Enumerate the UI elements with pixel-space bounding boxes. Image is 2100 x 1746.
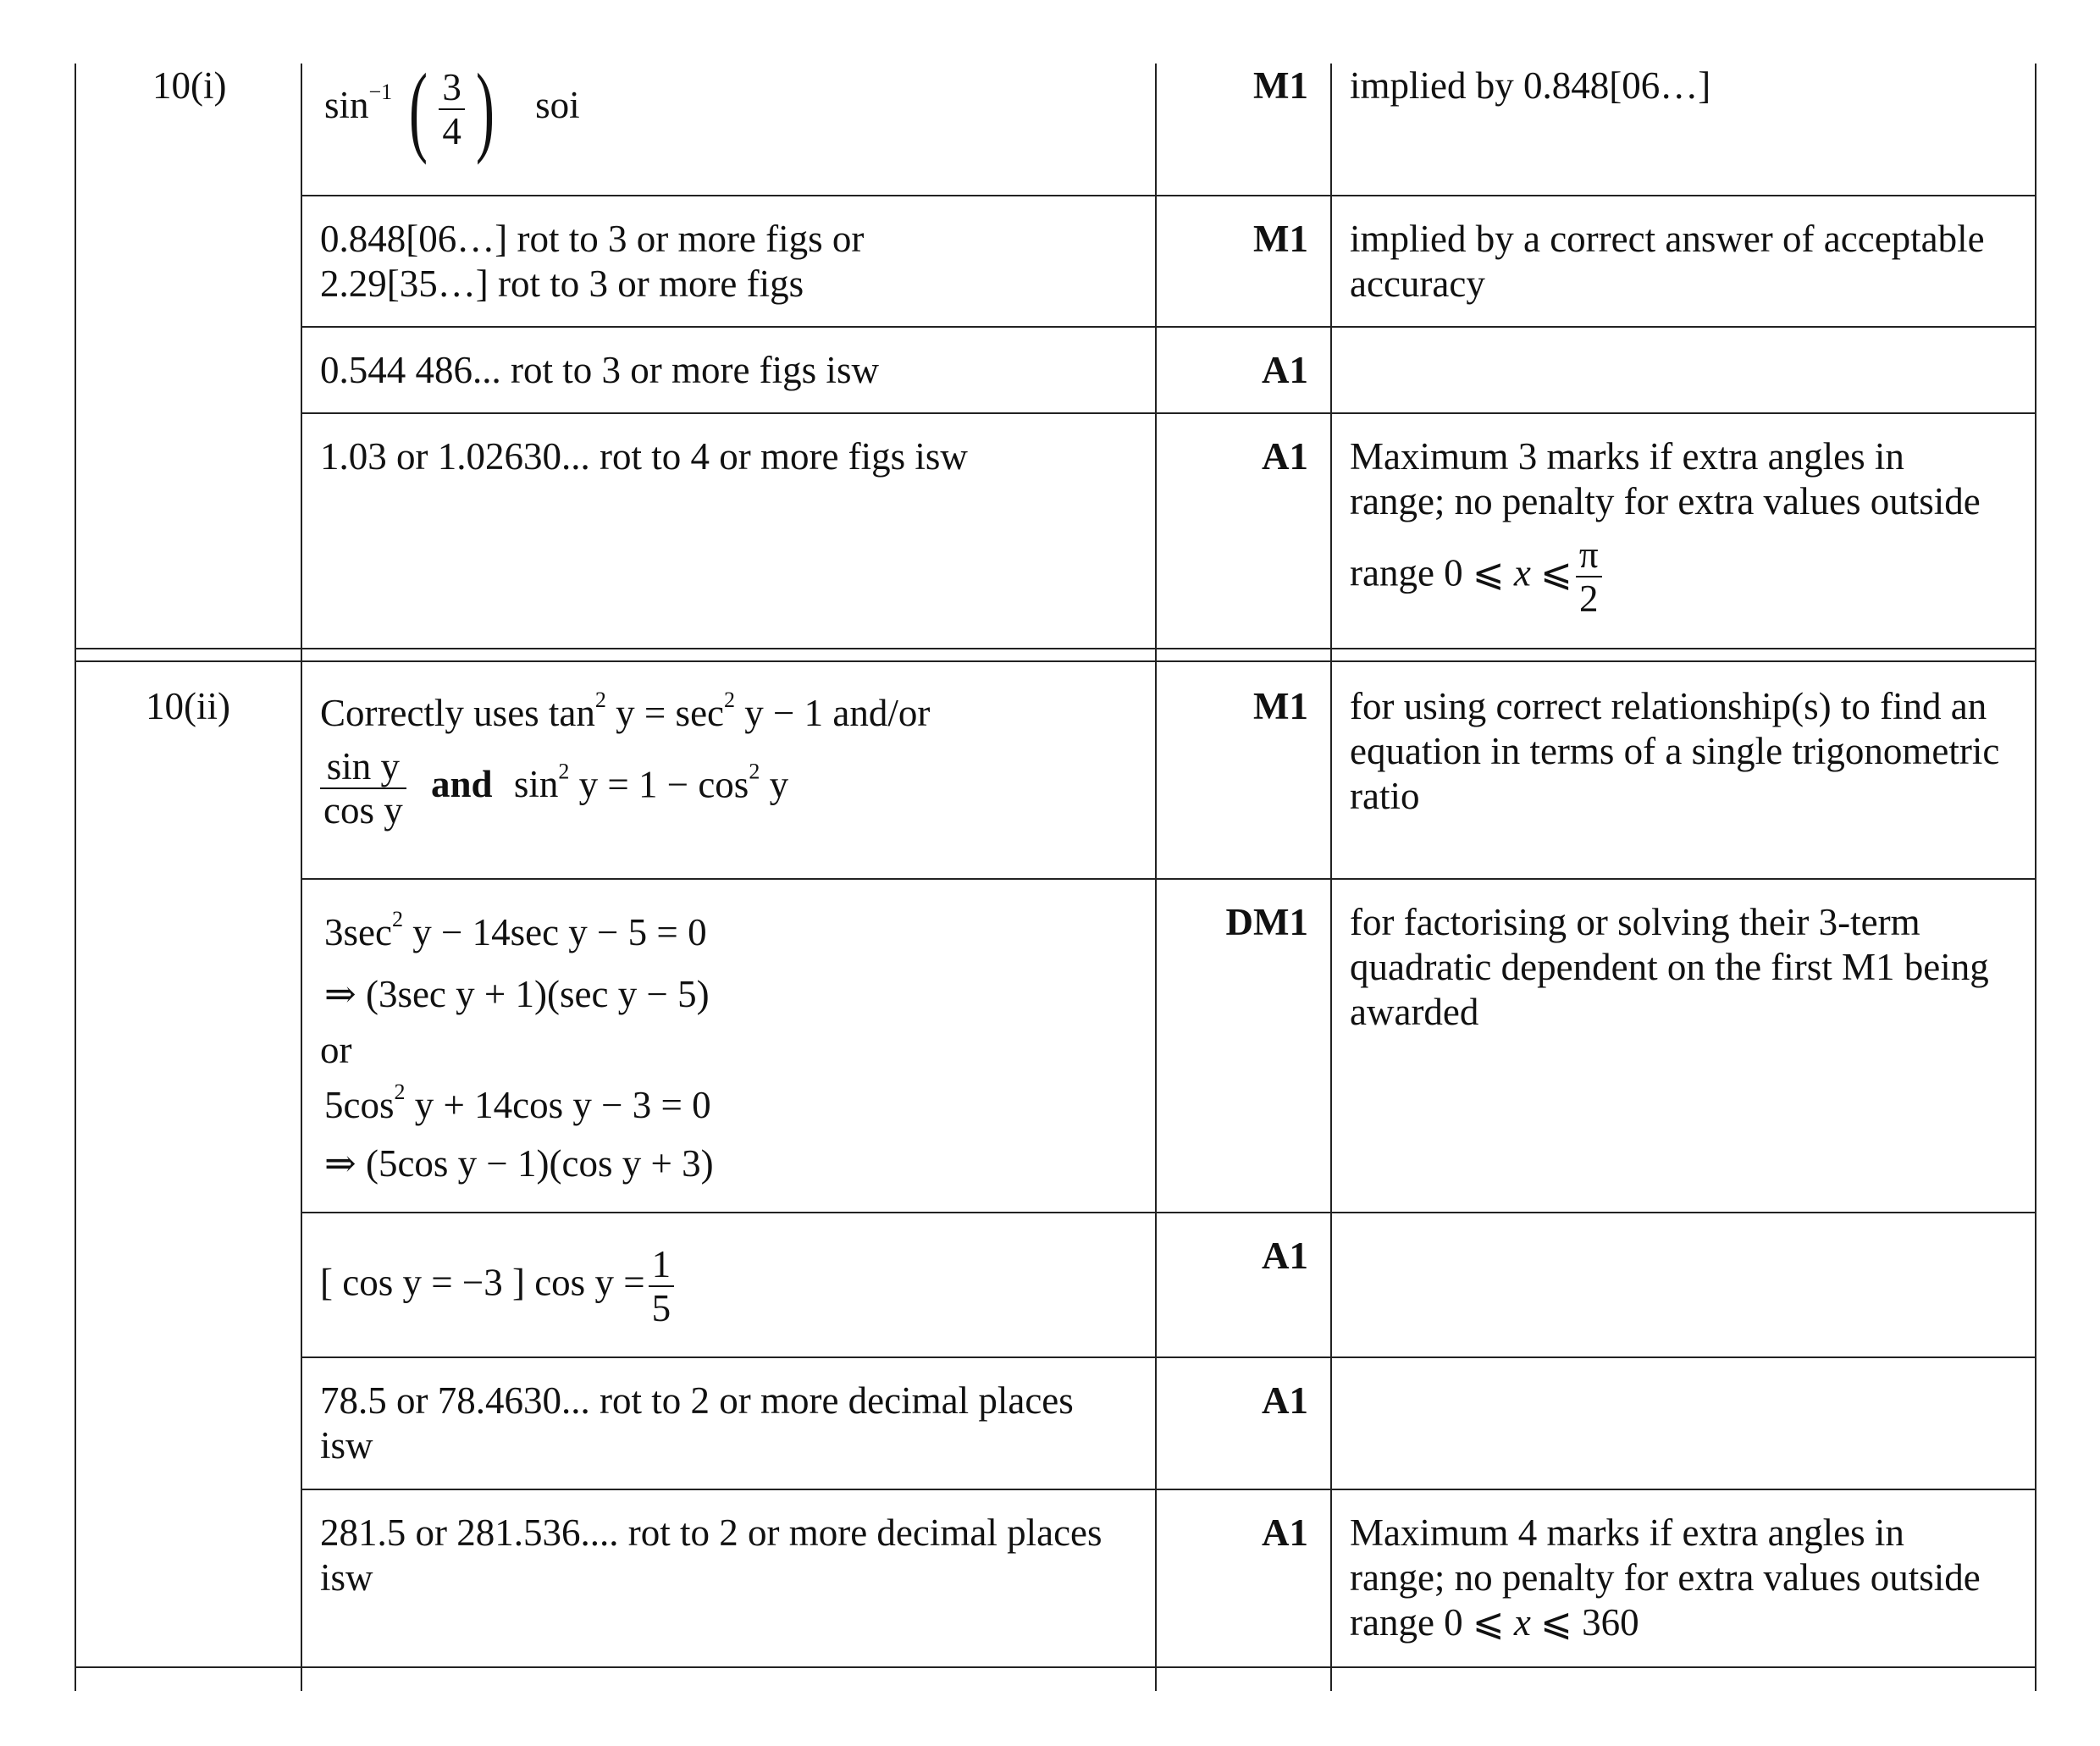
guidance-line: accuracy bbox=[1350, 262, 1485, 305]
fraction-one-fifth: $\frac{1}{5}$ bbox=[649, 1243, 675, 1329]
mark-code: M1 bbox=[1253, 218, 1308, 260]
guidance-line: Maximum 3 marks if extra angles in bbox=[1350, 435, 1904, 478]
row-divider bbox=[301, 412, 2036, 414]
guidance-line: range; no penalty for extra values outside bbox=[1350, 1556, 1981, 1599]
part-divider bbox=[75, 660, 2036, 662]
row-divider bbox=[301, 195, 2036, 196]
answer-line: isw bbox=[320, 1424, 373, 1467]
table-bottom-border bbox=[75, 1666, 2036, 1668]
fraction-sin-over-cos: $\frac{\text{sin y}}{\text{cos y}}$ bbox=[320, 745, 406, 832]
column-divider-marks bbox=[1330, 64, 1332, 1691]
guidance-range: range 0 ⩽ x ⩽ $\frac{\pi}{2}$ bbox=[1350, 533, 1605, 620]
row-divider bbox=[301, 326, 2036, 328]
guidance-line: range; no penalty for extra values outside bbox=[1350, 480, 1981, 522]
column-divider-answer bbox=[1155, 64, 1157, 1691]
fraction-three-quarters: $\frac{3}{4}$ bbox=[439, 66, 465, 152]
guidance-line: for using correct relationship(s) to find an bbox=[1350, 685, 1987, 727]
mark-code: DM1 bbox=[1225, 901, 1308, 943]
row-divider bbox=[301, 1212, 2036, 1213]
table-border-left bbox=[75, 64, 76, 1691]
answer-line: 0.848[06…] rot to 3 or more figs or bbox=[320, 218, 865, 260]
guidance-text: implied by 0.848[06…] bbox=[1350, 64, 1711, 107]
answer-line: 2.29[35…] rot to 3 or more figs bbox=[320, 262, 804, 305]
answer-line: or bbox=[320, 1029, 352, 1071]
mark-code: A1 bbox=[1262, 1511, 1308, 1554]
guidance-line: ratio bbox=[1350, 775, 1420, 817]
question-number: 10(i) bbox=[152, 64, 227, 107]
answer-line: 1.03 or 1.02630... rot to 4 or more figs isw bbox=[320, 435, 968, 478]
mark-code: A1 bbox=[1262, 1235, 1308, 1277]
row-divider bbox=[301, 878, 2036, 880]
mark-code: M1 bbox=[1253, 685, 1308, 727]
answer-line: $\frac{\text{sin y}}{\text{cos y}}$ and $\sin^2 y = 1 - \cos^2 y$ bbox=[320, 745, 788, 832]
answer-line: [ cos y = −3 ] cos y = $\frac{1}{5}$ bbox=[320, 1243, 677, 1329]
guidance-line: awarded bbox=[1350, 991, 1479, 1033]
soi-label: soi bbox=[535, 84, 580, 127]
mark-code: M1 bbox=[1253, 64, 1308, 107]
answer-cell: $\sin^{-1}$ ( $\frac{3}{4}$ ) soi bbox=[324, 52, 580, 165]
answer-line: 0.544 486... rot to 3 or more figs isw bbox=[320, 349, 879, 391]
answer-line: ⇒ (3sec y + 1)(sec y − 5) bbox=[324, 973, 710, 1015]
part-divider bbox=[75, 648, 2036, 649]
answer-line: ⇒ (5cos y − 1)(cos y + 3) bbox=[324, 1142, 714, 1185]
answer-line: isw bbox=[320, 1556, 373, 1599]
answer-line: 78.5 or 78.4630... rot to 2 or more decimal places bbox=[320, 1379, 1074, 1422]
mark-code: A1 bbox=[1262, 349, 1308, 391]
table-border-right bbox=[2035, 64, 2036, 1691]
guidance-line: quadratic dependent on the first M1 being bbox=[1350, 946, 1989, 988]
fraction-pi-over-2: $\frac{\pi}{2}$ bbox=[1576, 533, 1602, 620]
answer-line: Correctly uses $\tan^2 y = \sec^2 y - 1$ and/or bbox=[320, 688, 931, 734]
question-number: 10(ii) bbox=[146, 685, 230, 727]
sin-inverse-text: $\sin^{-1}$ bbox=[324, 80, 393, 127]
mark-code: A1 bbox=[1262, 1379, 1308, 1422]
guidance-line: Maximum 4 marks if extra angles in bbox=[1350, 1511, 1904, 1554]
column-divider-question bbox=[301, 64, 302, 1691]
answer-line: $3\sec^2$ y − 14sec y − 5 = 0 bbox=[324, 907, 707, 953]
row-divider bbox=[301, 1356, 2036, 1358]
answer-line: $5\cos^2$ y + 14cos y − 3 = 0 bbox=[324, 1080, 711, 1126]
guidance-line: implied by a correct answer of acceptable bbox=[1350, 218, 1985, 260]
mark-code: A1 bbox=[1262, 435, 1308, 478]
guidance-range: range 0 ⩽ x ⩽ 360 bbox=[1350, 1601, 1639, 1644]
row-divider bbox=[301, 1489, 2036, 1490]
guidance-line: equation in terms of a single trigonometric bbox=[1350, 730, 2000, 772]
guidance-line: for factorising or solving their 3-term bbox=[1350, 901, 1920, 943]
answer-line: 281.5 or 281.536.... rot to 2 or more decimal places bbox=[320, 1511, 1102, 1554]
